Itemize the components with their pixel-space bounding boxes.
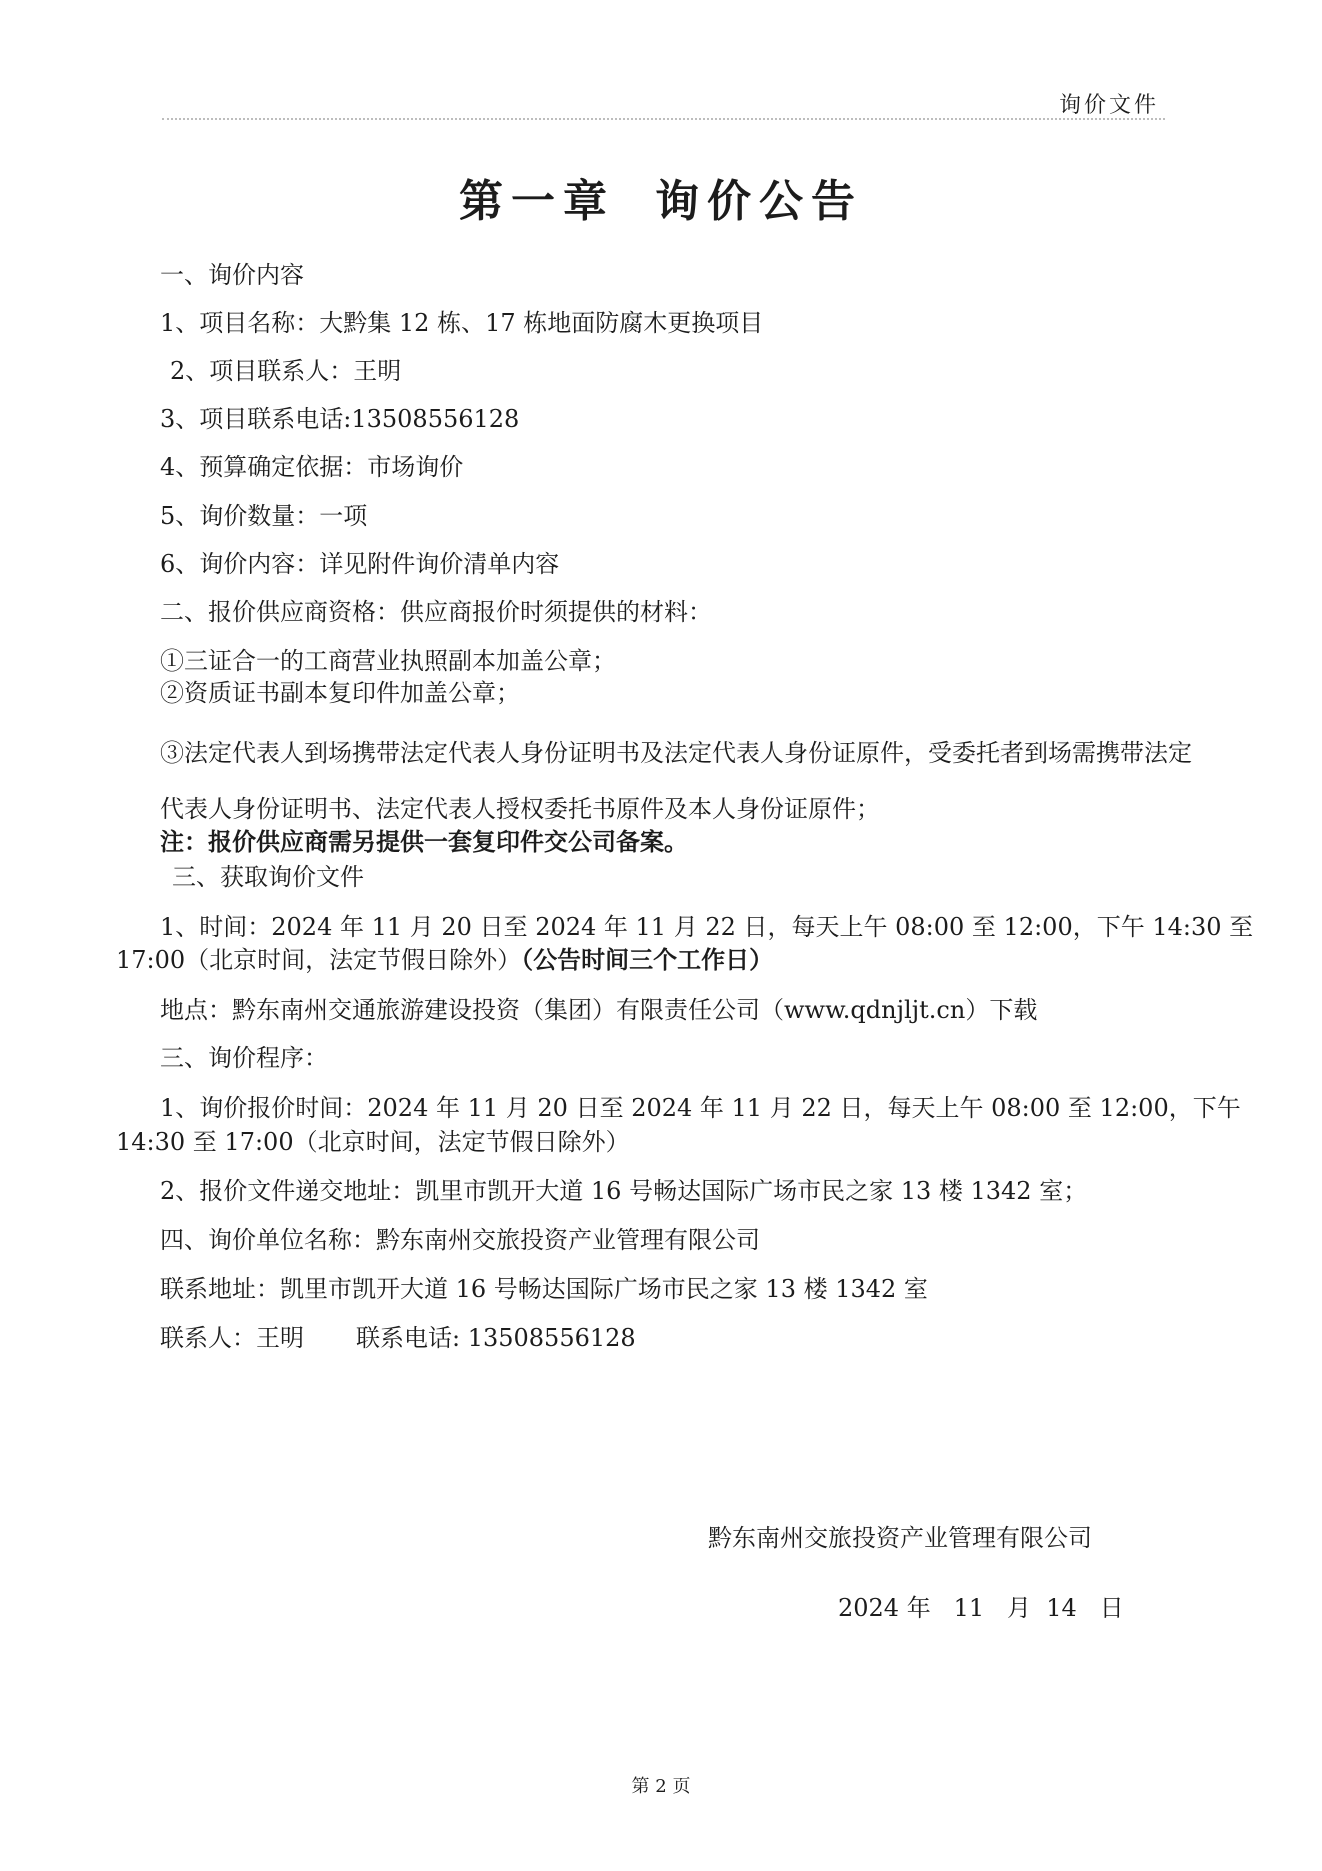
contact-person: 联系人：王明 <box>160 1324 304 1352</box>
signature-date: 2024 年 11 月 14 日 <box>838 1594 1124 1622</box>
project-name: 1、项目名称：大黔集 12 栋、17 栋地面防腐木更换项目 <box>160 309 764 337</box>
quote-time-line2: 14:30 至 17:00（北京时间，法定节假日除外） <box>116 1128 630 1156</box>
requirement-3-line2: 代表人身份证明书、法定代表人授权委托书原件及本人身份证原件； <box>160 795 880 823</box>
chapter-number: 第一章 <box>459 176 615 227</box>
submission-address: 2、报价文件递交地址：凯里市凯开大道 16 号畅达国际广场市民之家 13 楼 1342 室； <box>160 1177 1088 1205</box>
contact-address: 联系地址：凯里市凯开大道 16 号畅达国际广场市民之家 13 楼 1342 室 <box>160 1275 928 1303</box>
inquiry-content: 6、询价内容：详见附件询价清单内容 <box>160 550 560 578</box>
quote-time-line1: 1、询价报价时间：2024 年 11 月 20 日至 2024 年 11 月 22 日，每天上午 08:00 至 12:00，下午 <box>160 1094 1241 1122</box>
project-phone: 3、项目联系电话:13508556128 <box>160 405 520 433</box>
section4-heading: 三、询价程序： <box>160 1044 328 1072</box>
requirement-3-line1: ③法定代表人到场携带法定代表人身份证明书及法定代表人身份证原件，受委托者到场需携带法定 <box>160 739 1192 767</box>
section3-heading: 三、获取询价文件 <box>172 863 364 891</box>
obtain-time-line2 <box>116 944 773 976</box>
obtain-time-hours: 17:00（北京时间，法定节假日除外） <box>116 946 522 974</box>
header-label: 询价文件 <box>1058 93 1159 118</box>
section1-heading: 一、询价内容 <box>160 261 304 289</box>
requirement-1: ①三证合一的工商营业执照副本加盖公章； <box>160 647 616 675</box>
obtain-time-line1: 1、时间：2024 年 11 月 20 日至 2024 年 11 月 22 日，每天上午 08:00 至 12:00，下午 14:30 至 <box>160 913 1254 941</box>
signature-company: 黔东南州交旅投资产业管理有限公司 <box>708 1524 1092 1552</box>
requirement-2: ②资质证书副本复印件加盖公章； <box>160 679 520 707</box>
project-contact: 2、项目联系人：王明 <box>170 357 402 385</box>
chapter-heading: 询价公告 <box>655 176 863 227</box>
announcement-period: （公告时间三个工作日） <box>521 945 774 974</box>
chapter-title <box>0 165 1322 229</box>
page-number: 第 2 页 <box>631 1776 691 1797</box>
budget-basis: 4、预算确定依据：市场询价 <box>160 453 464 481</box>
requirement-note: 注：报价供应商需另提供一套复印件交公司备案。 <box>160 827 688 856</box>
header-divider <box>162 118 1165 120</box>
inquiry-unit: 四、询价单位名称：黔东南州交旅投资产业管理有限公司 <box>160 1226 760 1254</box>
obtain-location: 地点：黔东南州交通旅游建设投资（集团）有限责任公司（www.qdnjljt.cn）下载 <box>160 996 1038 1024</box>
section2-heading: 二、报价供应商资格：供应商报价时须提供的材料： <box>160 598 712 626</box>
inquiry-quantity: 5、询价数量：一项 <box>160 502 368 530</box>
contact-phone: 联系电话: 13508556128 <box>356 1324 636 1352</box>
